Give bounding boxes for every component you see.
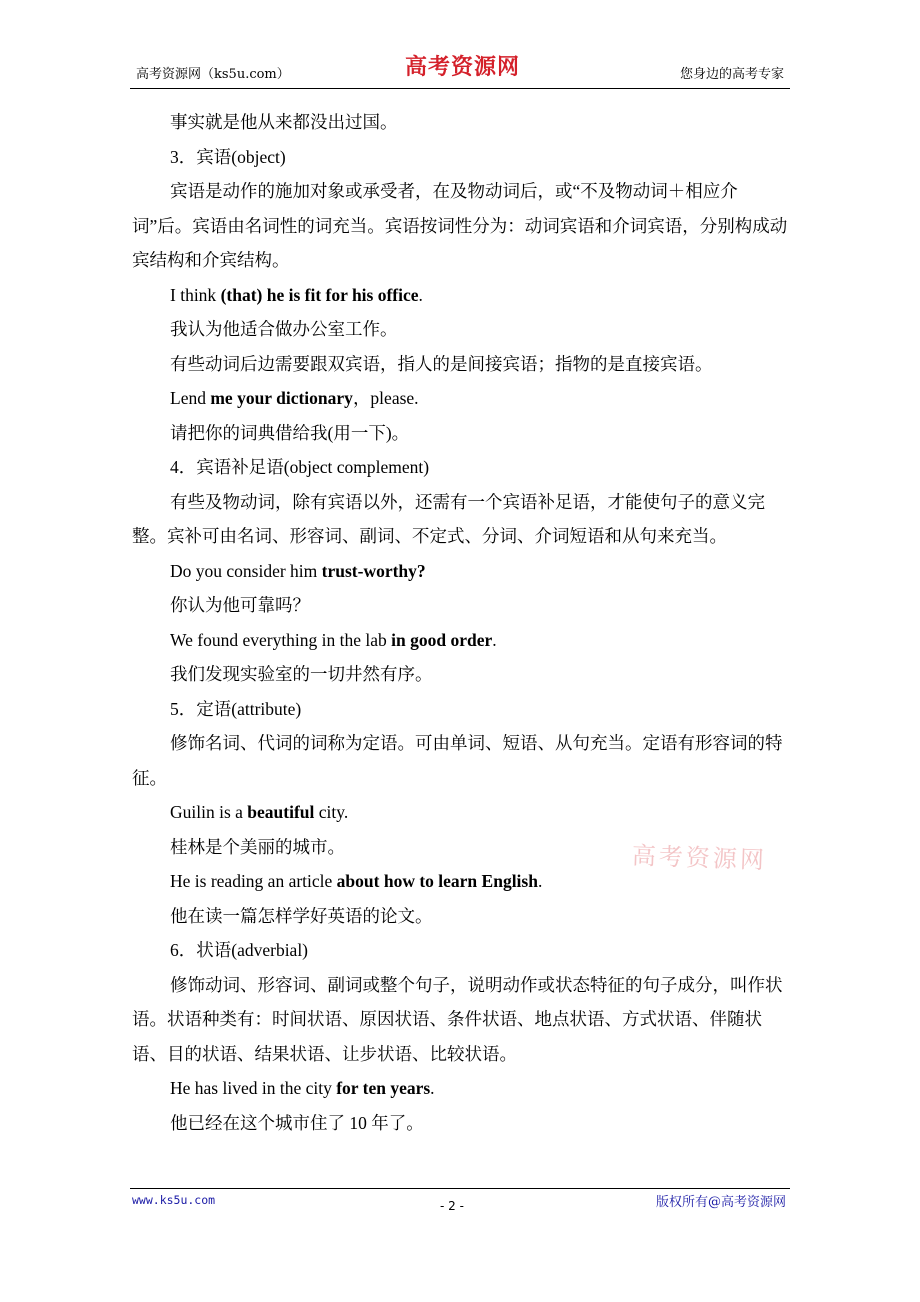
watermark: 高考资源网	[631, 841, 768, 875]
header-site-name: 高考资源网（ks5u.com）	[136, 67, 290, 82]
example-translation: 你认为他可靠吗？	[170, 595, 310, 615]
section-heading-object: 3．宾语(object)	[170, 146, 286, 167]
page-footer	[130, 1188, 790, 1229]
section-heading-object-complement: 4．宾语补足语(object complement)	[170, 457, 430, 477]
footer-copyright: 版权所有@高考资源网	[655, 1195, 786, 1210]
paragraph: 有些动词后边需要跟双宾语，指人的是间接宾语；指物的是直接宾语。	[170, 353, 713, 374]
example-sentence: We found everything in the lab in good order.	[170, 629, 497, 650]
example-sentence: Lend me your dictionary，please.	[170, 388, 419, 408]
example-translation: 我认为他适合做办公室工作。	[170, 319, 398, 339]
example-translation: 他已经在这个城市住了 10 年了。	[170, 1112, 424, 1133]
footer-url-link[interactable]: www.ks5u.com	[132, 1193, 216, 1207]
header-logo: 高考资源网	[405, 54, 521, 80]
example-sentence: He has lived in the city for ten years.	[170, 1078, 435, 1098]
section-heading-adverbial: 6．状语(adverbial)	[170, 940, 309, 960]
example-translation: 桂林是个美丽的城市。	[170, 836, 345, 857]
paragraph: 有些及物动词，除有宾语以外，还需有一个宾语补足语，才能使句子的意义完整。宾补可由名词、形容词、副词、不定式、分词、介词短语和从句来充当。	[132, 491, 765, 546]
example-sentence: I think (that) he is fit for his office.	[170, 284, 423, 305]
paragraph: 宾语是动作的施加对象或承受者，在及物动词后，或“不及物动词＋相应介词”后。宾语由名词性的词充当。宾语按词性分为：动词宾语和介词宾语，分别构成动宾结构和介宾结构。	[132, 181, 788, 270]
paragraph: 修饰动词、形容词、副词或整个句子，说明动作或状态特征的句子成分，叫作状语。状语种类有：时间状语、原因状语、条件状语、地点状语、方式状语、伴随状语、目的状语、结果状语、让步状语、比较状语。	[132, 974, 783, 1064]
header-slogan: 您身边的高考专家	[679, 67, 784, 82]
example-sentence: Guilin is a beautiful city.	[170, 802, 349, 822]
page-number: - 2 -	[440, 1199, 464, 1213]
document-body	[132, 105, 792, 1140]
example-translation: 我们发现实验室的一切井然有序。	[170, 664, 433, 684]
section-heading-attribute: 5．定语(attribute)	[170, 698, 302, 719]
example-sentence: Do you consider him trust-worthy?	[170, 560, 426, 581]
paragraph: 修饰名词、代词的词称为定语。可由单词、短语、从句充当。定语有形容词的特征。	[132, 733, 783, 788]
example-sentence: He is reading an article about how to learn English.	[170, 871, 543, 891]
example-translation: 请把你的词典借给我(用一下)。	[170, 422, 410, 443]
paragraph: 事实就是他从来都没出过国。	[170, 112, 398, 132]
example-translation: 他在读一篇怎样学好英语的论文。	[170, 905, 433, 926]
page-header	[130, 52, 790, 89]
